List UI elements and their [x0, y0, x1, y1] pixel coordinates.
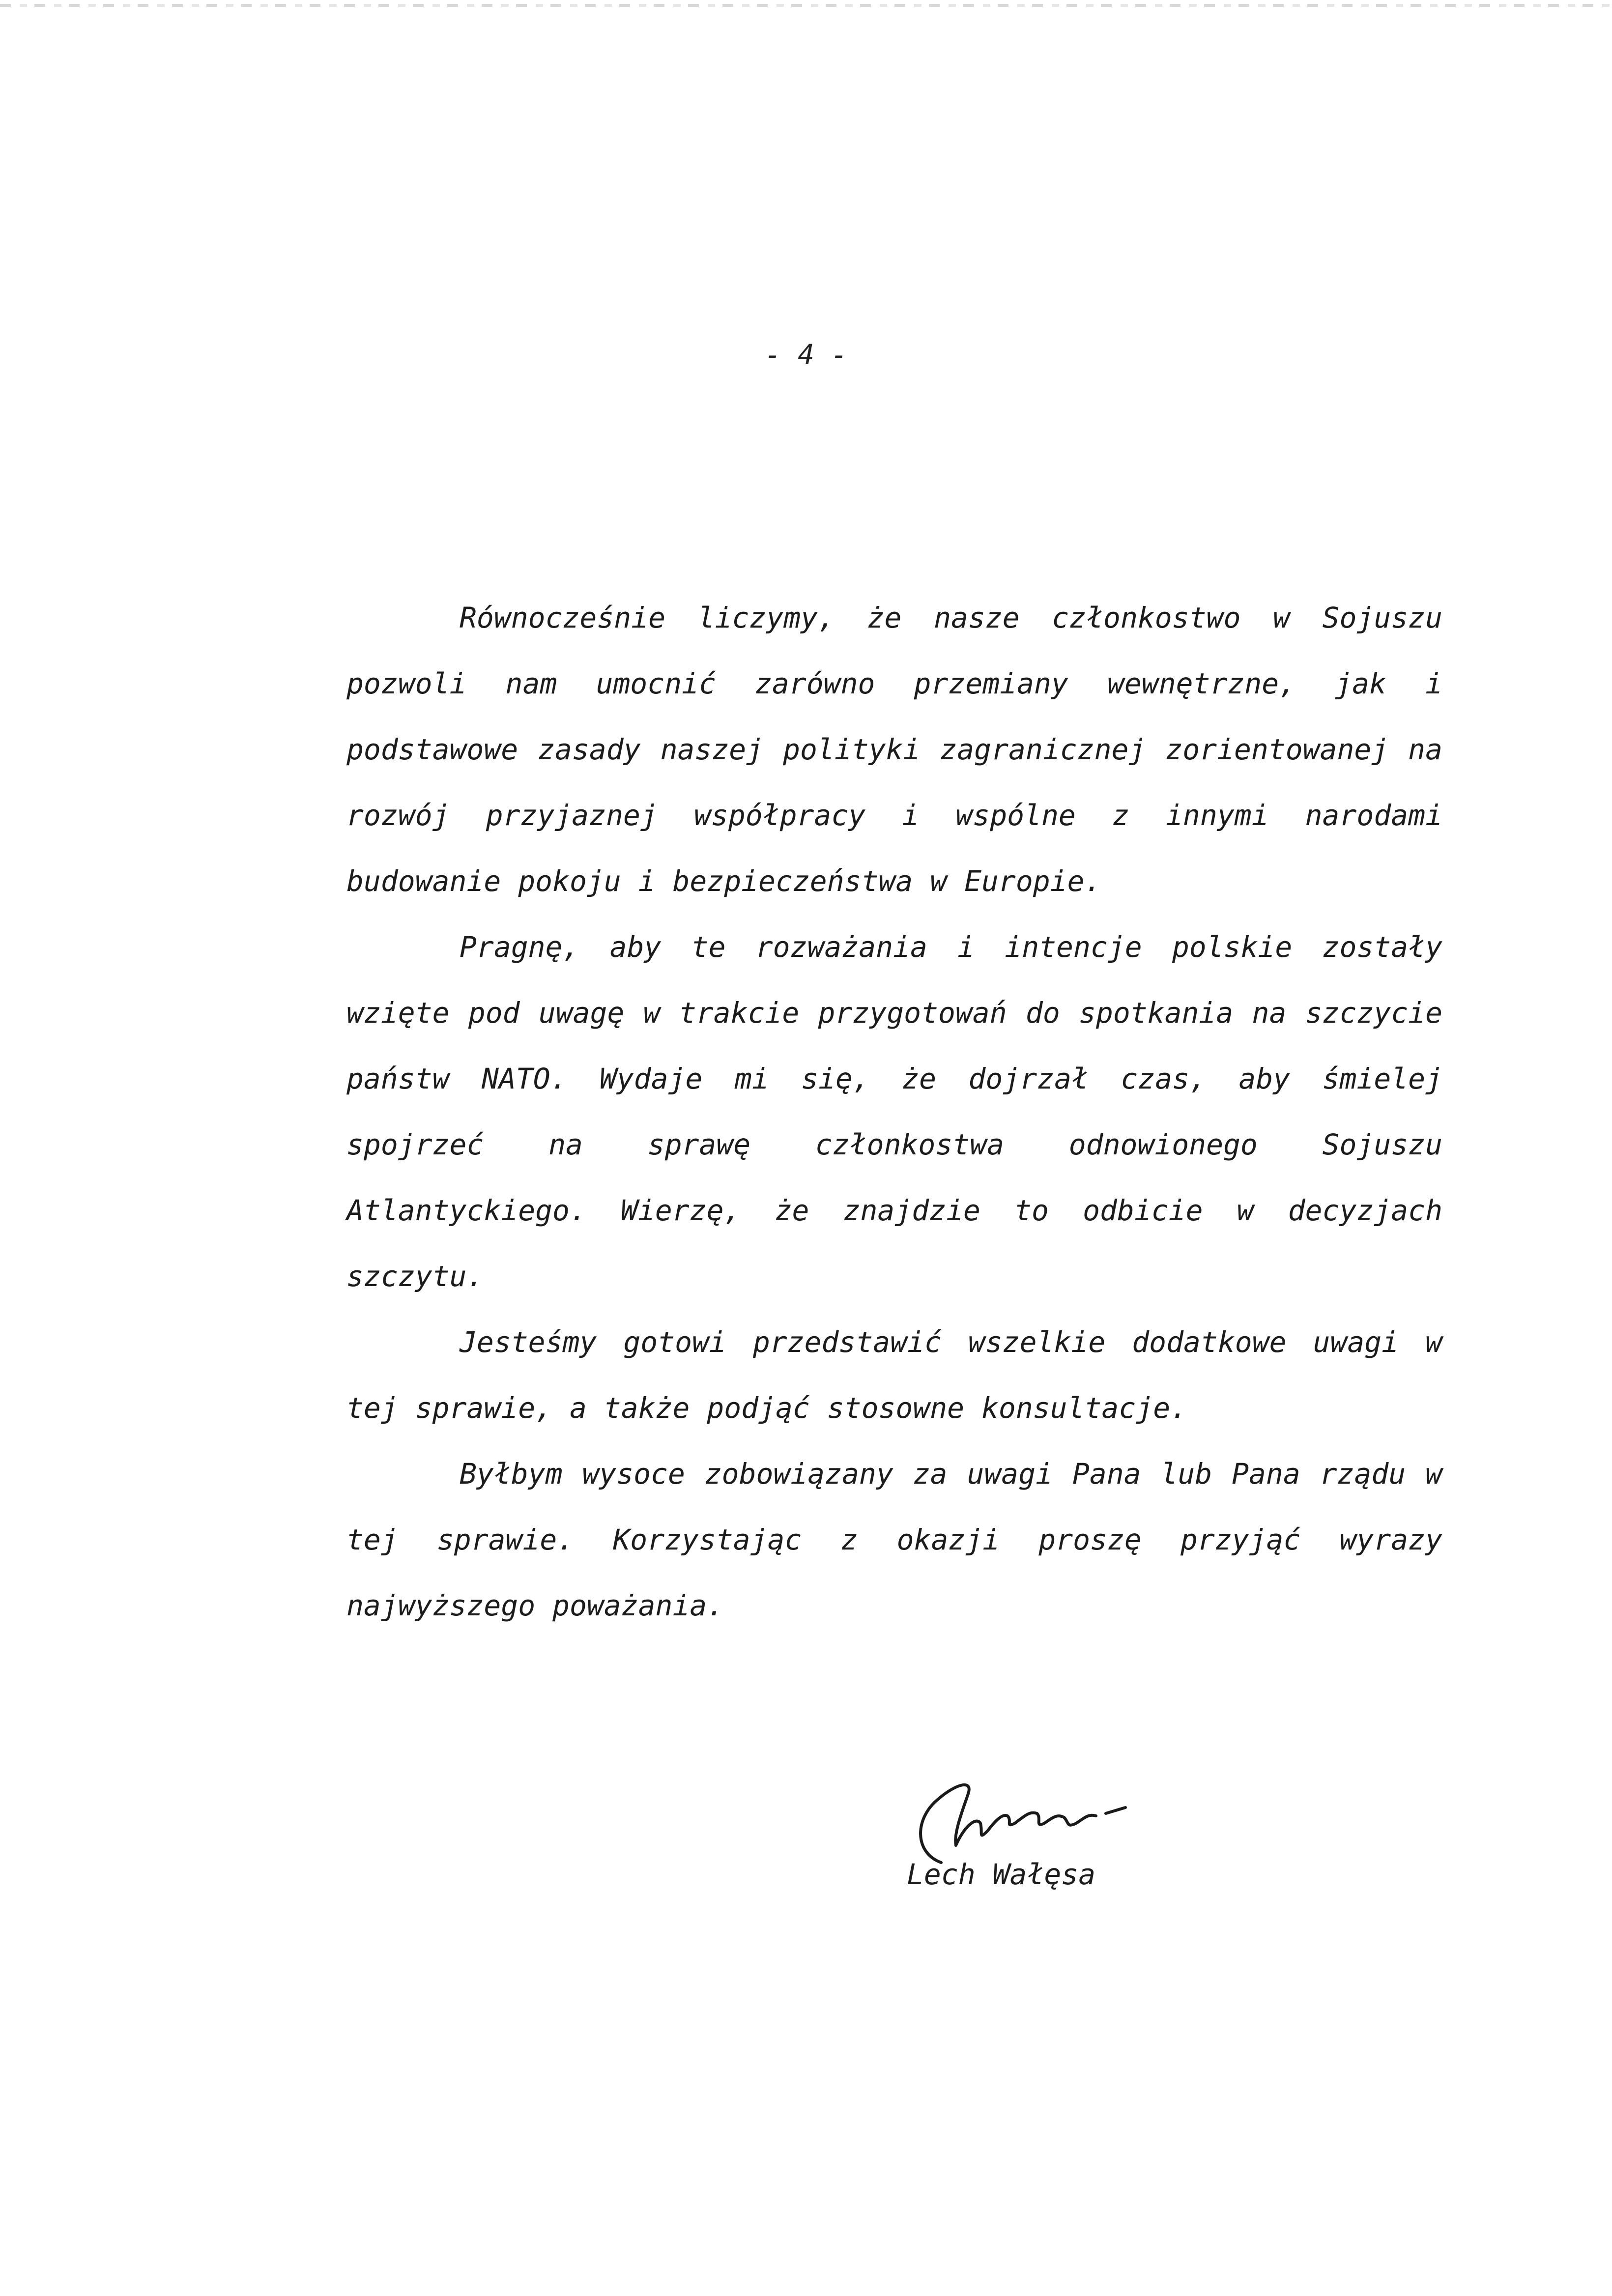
letter-body — [346, 585, 1442, 1638]
signer-name: Lech Wałęsa — [907, 1858, 1096, 1891]
paragraph-1: Równocześnie liczymy, że nasze członkostwo w Sojuszu pozwoli nam umocnić zarówno przemiany wewnętrzne, jak i podstawowe zasady naszej polityki zagranicznej zorientowanej na rozwój przyjaznej współpracy i wspólne z innymi narodami budowanie pokoju i bezpieczeństwa w Europie. — [346, 601, 1442, 898]
scan-edge-artifact — [0, 4, 1612, 7]
paragraph-3: Jesteśmy gotowi przedstawić wszelkie dodatkowe uwagi w tej sprawie, a także podjąć stosowne konsultacje. — [346, 1325, 1442, 1425]
page-number: - 4 - — [764, 339, 848, 371]
handwritten-signature — [894, 1759, 1199, 1867]
paragraph-4: Byłbym wysoce zobowiązany za uwagi Pana lub Pana rządu w tej sprawie. Korzystając z okazji proszę przyjąć wyrazy najwyższego poważania. — [346, 1457, 1442, 1622]
paragraph-2: Pragnę, aby te rozważania i intencje polskie zostały wzięte pod uwagę w trakcie przygotowań do spotkania na szczycie państw NATO. Wydaje mi się, że dojrzał czas, aby śmielej spojrzeć na sprawę członkostwa odnowionego Sojuszu Atlantyckiego. Wierzę, że znajdzie to odbicie w decyzjach szczytu. — [346, 930, 1442, 1293]
